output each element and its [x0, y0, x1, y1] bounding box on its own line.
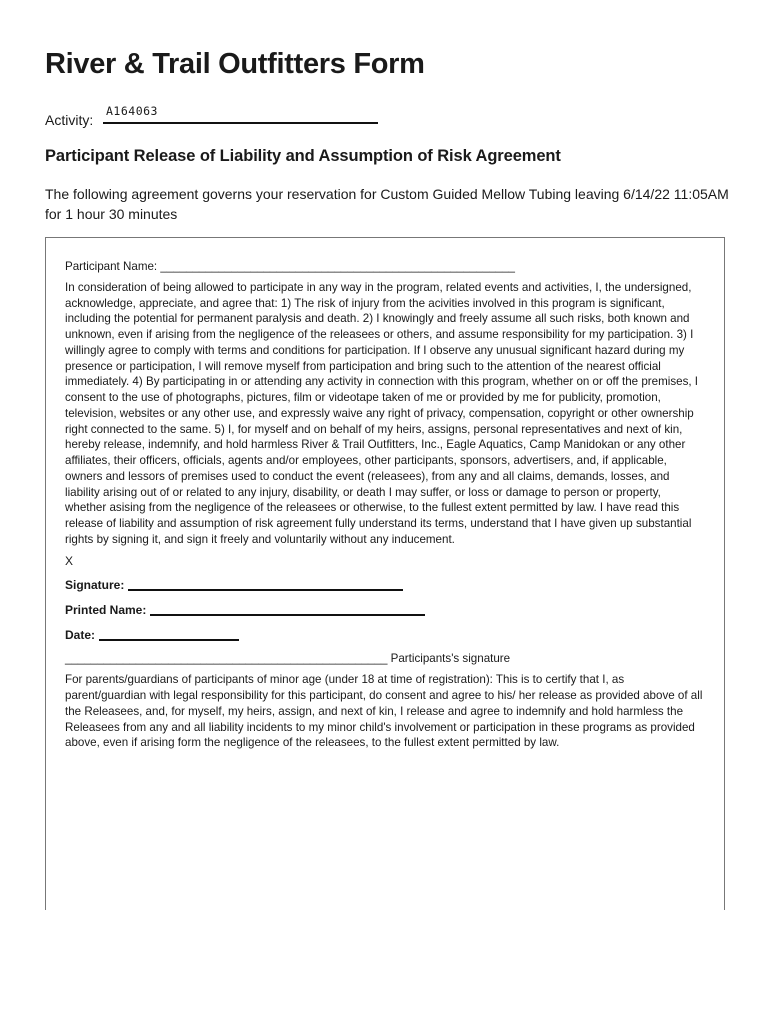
signature-field[interactable] [128, 589, 403, 591]
agreement-box [45, 237, 725, 910]
date-label: Date: [65, 627, 96, 642]
activity-code[interactable]: A164063 [106, 104, 158, 118]
activity-row [45, 100, 385, 130]
participant-signature-line[interactable]: __________________________________________________ Participants's signature [65, 651, 511, 665]
printed-name-row [65, 603, 705, 619]
agreement-subtitle: Participant Release of Liability and Assumption of Risk Agreement [45, 147, 561, 165]
activity-label: Activity: [45, 112, 94, 128]
activity-underline [103, 122, 378, 124]
date-row [65, 628, 705, 644]
reservation-intro: The following agreement governs your reservation for Custom Guided Mellow Tubing leaving 6/14/22 11:05AM for 1 hour 30 minutes [45, 186, 729, 222]
signature-x-mark: X [65, 553, 74, 568]
date-field[interactable] [99, 639, 239, 641]
participant-name-field[interactable]: Participant Name: _______________________________________________________ [65, 260, 515, 273]
printed-name-field[interactable] [150, 614, 425, 616]
agreement-content [65, 259, 705, 751]
form-title: River & Trail Outfitters Form [45, 48, 425, 80]
release-body-text: In consideration of being allowed to participate in any way in the program, related events and activities, I, the undersigned, acknowledge, appreciate, and agree that: 1) The risk of injury from the acivities involved in this program is significant, including the potential for permanent paralysis and death. 2) I knowingly and freely assume all such risks, both known and unknown, even if arising from the negligence of the releasees or others, and assume responsibility for my participation. 3) I willingly agree to comply with terms and conditions for participation. If I observe any unusual significant hazard during my presence or participation, I will remove myself from participation and bring such to the attention of the nearest official immediately. 4) By participating in or attending any activity in connection with this program, whether on or off the premises, I consent to the use of photographs, pictures, film or videotape taken of me or provided by me for publicity, promotion, television, websites or any other use, and expressly waive any right of privacy, compensation, copyright or other ownership right connected to the same. 5) I, for myself and on behalf of my heirs, assigns, personal representatives and next of kin, hereby release, indemnify, and hold harmless River & Trail Outfitters, Inc., Eagle Aquatics, Camp Manidokan or any other affiliates, their officers, officials, agents and/or employees, other participants, sponsors, advertisers, and, if applicable, owners and lessors of premises used to conduct the event (releasees), from any and all claims, demands, losses, and liability arising out of or related to any injury, disability, or death I may suffer, or loss or damage to person or property, whether asising from the negligence of the releasees or otherwise, to the fullest extent permitted by law. I have read this release of liability and assumption of risk agreement fully understand its terms, understand that I have given up substantial rights by signing it, and sign it freely and voluntarily without any inducement. [65, 280, 699, 546]
printed-name-label: Printed Name: [65, 603, 147, 617]
minor-guardian-text: For parents/guardians of participants of minor age (under 18 at time of registration): This is to certify that I, as parent/guardian with legal responsibility for this participant, do consent and agree to his/ her release as provided above of all the Releasees, and, for myself, my heirs, assign, and next of kin, I release and agree to indemnify and hold harmless the Releasees from any and all liability incidents to my minor child's involvement or participation in these programs as provided above, even if arising form the negligence of the releasees, to the fullest extent permitted by law. [65, 673, 703, 750]
signature-row [65, 578, 705, 594]
signature-label: Signature: [65, 578, 125, 593]
